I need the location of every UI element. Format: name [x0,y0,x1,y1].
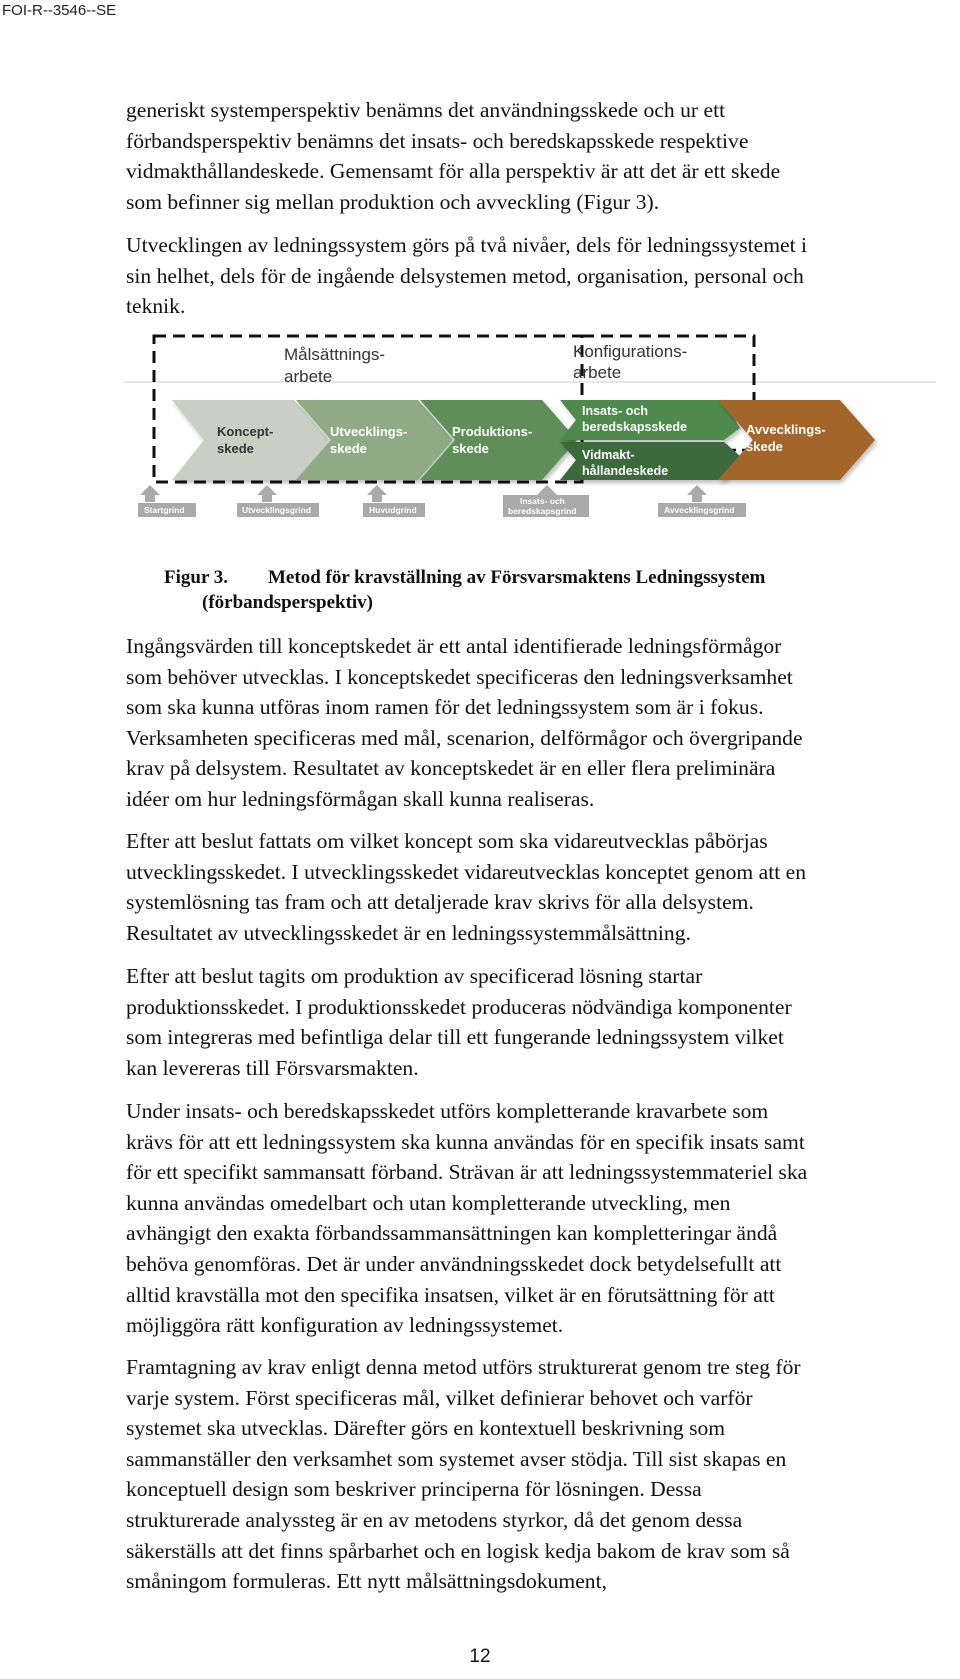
text-line: som behöver utvecklas. I konceptskedet specificeras den ledningsverksamhet [126,664,793,689]
text-line: Verksamheten specificeras med mål, scenarion, delförmågor och övergripande [126,725,803,750]
text-line: som ska kunna utföras inom ramen för det ledningssystem som är i fokus. [126,695,764,720]
phase-produktion-label-2: skede [452,441,489,456]
text-line: avhängigt den exakta förbandssammansättningen kan kompletteringar ändå [126,1221,778,1246]
paragraph-7 [126,1352,960,1597]
phase-koncept-label-2: skede [217,441,254,456]
text-line: produktionsskedet. I produktionsskedet produceras nödvändiga komponenter [126,994,792,1019]
caption-text-line2: (förbandsperspektiv) [202,592,374,613]
text-line: systemlösning tas fram och att detaljerade krav skrivs för alla delsystem. [126,890,754,915]
paragraph-1 [126,95,960,217]
text-line: sammanställer den verksamhet som systemet avser stödja. Till sist skapas en [126,1446,787,1471]
text-line: alltid kravställa mot den specifika insatsen, vilket är en förutsättning för att [126,1282,775,1307]
phase-avveckling-label-1: Avvecklings- [746,422,826,437]
text-line: krävs för att ett ledningssystem ska kunna användas för en specifik insats samt [126,1129,805,1154]
phase-vidmakt-label-1: Vidmakt- [582,448,635,462]
text-line: möjliggöra rätt konfiguration av ledningssystemet. [126,1313,564,1338]
label-konfiguration-2: arbete [573,363,622,382]
process-diagram [124,332,936,547]
text-line: Under insats- och beredskapsskedet utförs kompletterande kravarbete som [126,1099,769,1123]
text-line: varje system. Först specificeras mål, vilket definierar behovet och varför [126,1385,753,1410]
text-line: teknik. [126,294,186,319]
text-line: vidmakthållandeskede. Gemensamt för alla perspektiv är att det är ett skede [126,159,781,184]
text-line: systemet ska utvecklas. Därefter görs en kontextuell beskrivning som [126,1416,726,1441]
paragraph-5 [126,961,960,1083]
paragraph-3 [126,631,960,815]
paragraph-6 [126,1096,960,1341]
paragraph-4 [126,826,960,948]
text-line: för ett specifikt sammansatt förband. Strävan är att ledningssystemmateriel ska [126,1160,808,1185]
figure-caption [164,565,765,615]
text-line: kunna användas omedelbart och utan kompletterande utveckling, men [126,1190,731,1215]
text-line: konceptuell design som beskriver principerna för lösningen. Dessa [126,1477,702,1502]
arrow-up-icon [367,485,387,502]
text-line: säkerställs att det finns spårbarhet och en logisk kedja bakom de krav som så [126,1538,790,1563]
text-line: förbandsperspektiv benämns det insats- och beredskapsskede respektive [126,128,749,153]
text-line: Efter att beslut fattats om vilket koncept som ska vidareutvecklas påbörjas [126,829,768,853]
phase-avveckling [718,400,875,480]
text-line: Utvecklingen av ledningssystem görs på två nivåer, dels för ledningssystemet i [126,233,807,257]
text-line: Resultatet av utvecklingsskedet är en ledningssystemmålsättning. [126,920,691,945]
paragraph-2 [126,230,960,322]
phase-insats-label-1: Insats- och [582,404,648,418]
arrow-up-icon [257,485,277,502]
caption-label: Figur 3. [164,567,229,588]
gate-avveckling-label: Avvecklingsgrind [664,505,735,515]
gate-insats-label-2: beredskapsgrind [508,506,577,516]
text-line: sin helhet, dels för de ingående delsystemen metod, organisation, personal och [126,263,804,288]
text-line: idéer om hur ledningsförmågan skall kunna realiseras. [126,786,595,811]
phase-utveckling-label-2: skede [330,441,367,456]
caption-text: Metod för kravställning av Försvarsmaktens Ledningssystem [268,567,766,588]
page-number: 12 [469,1646,491,1667]
gate-start-label: Startgrind [144,505,185,515]
text-line: Framtagning av krav enligt denna metod utförs strukturerat genom tre steg för [126,1355,801,1379]
gate-huvud-label: Huvudgrind [369,505,417,515]
text-line: som integreras med befintliga delar till ett fungerande ledningssystem vilket [126,1025,784,1050]
phase-insats-label-2: beredskapsskede [582,420,687,434]
text-line: som befinner sig mellan produktion och avveckling (Figur 3). [126,189,660,214]
text-line: behöva genomföras. Det är under användningsskedet dock betydelsefullt att [126,1251,782,1276]
arrow-up-icon [687,485,707,502]
label-malsattning-1: Målsättnings- [284,345,386,364]
text-line: kan levereras till Försvarsmakten. [126,1055,419,1080]
label-malsattning-2: arbete [284,367,333,386]
phase-koncept-label-1: Koncept- [217,424,274,439]
phase-avveckling-label-2: skede [746,439,783,454]
arrow-up-icon [140,485,160,502]
text-line: småningom formuleras. Ett nytt målsättningsdokument, [126,1569,607,1594]
phase-produktion-label-1: Produktions- [452,424,533,439]
phase-vidmakt-label-2: hållandeskede [582,464,669,478]
text-line: strukturerade analyssteg är en av metodens styrkor, då det genom dessa [126,1507,743,1532]
text-line: krav på delsystem. Resultatet av konceptskedet är en eller flera preliminära [126,756,776,781]
text-line: generiskt systemperspektiv benämns det användningsskede och ur ett [126,98,726,122]
text-line: Efter att beslut tagits om produktion av specificerad lösning startar [126,964,703,988]
label-konfiguration-1: Konfigurations- [573,342,688,361]
phase-utveckling-label-1: Utvecklings- [330,424,408,439]
phase-koncept [172,400,329,480]
text-line: Ingångsvärden till konceptskedet är ett antal identifierade ledningsförmågor [126,634,782,658]
text-line: utvecklingsskedet. I utvecklingsskedet vidareutvecklas konceptet genom att en [126,859,806,884]
figure-3-diagram [124,332,936,547]
gate-insats-label-1: Insats- och [520,496,565,506]
report-code: FOI-R--3546--SE [2,2,117,19]
gate-utveckling-label: Utvecklingsgrind [242,505,311,515]
